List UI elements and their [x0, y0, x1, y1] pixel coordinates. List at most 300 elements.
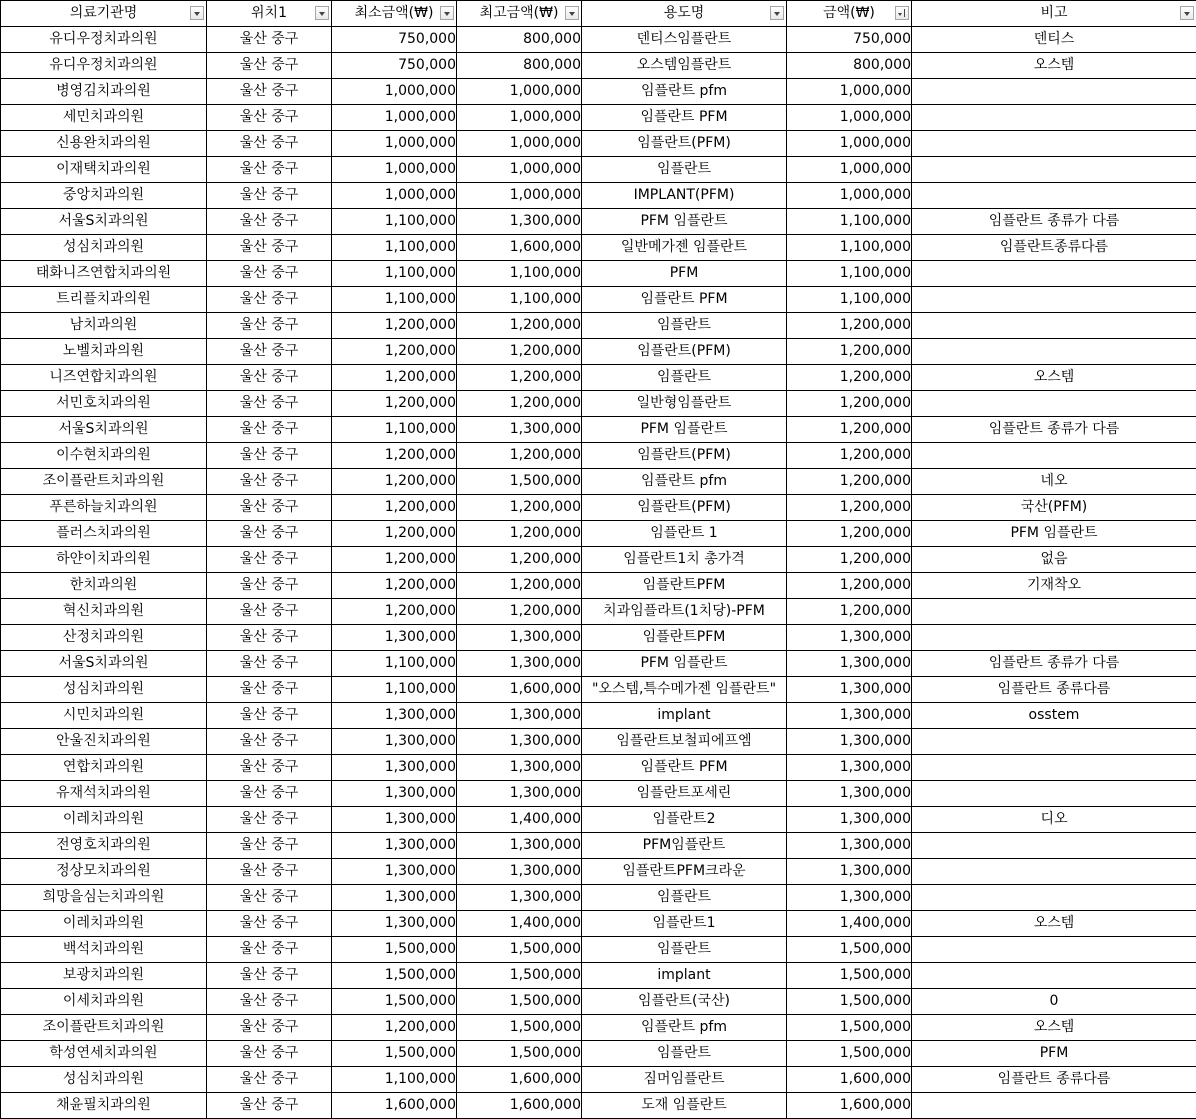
- table-cell[interactable]: [912, 105, 1196, 131]
- table-cell[interactable]: 1,200,000: [332, 443, 457, 469]
- table-cell[interactable]: 임플란트1치 총가격: [582, 547, 787, 573]
- table-cell[interactable]: 울산 중구: [207, 261, 332, 287]
- table-cell[interactable]: 임플란트 pfm: [582, 1015, 787, 1041]
- table-cell[interactable]: 울산 중구: [207, 27, 332, 53]
- table-cell[interactable]: 임플란트: [582, 885, 787, 911]
- table-cell[interactable]: 1,500,000: [457, 1015, 582, 1041]
- table-cell[interactable]: 1,300,000: [332, 911, 457, 937]
- table-cell[interactable]: 1,200,000: [457, 339, 582, 365]
- table-cell[interactable]: 울산 중구: [207, 573, 332, 599]
- table-cell[interactable]: 1,000,000: [457, 183, 582, 209]
- table-cell[interactable]: 임플란트(PFM): [582, 131, 787, 157]
- table-cell[interactable]: 1,300,000: [332, 807, 457, 833]
- table-cell[interactable]: 임플란트 종류가 다름: [912, 209, 1196, 235]
- column-header-5[interactable]: [787, 1, 912, 27]
- table-cell[interactable]: 1,600,000: [787, 1067, 912, 1093]
- table-cell[interactable]: 1,500,000: [787, 989, 912, 1015]
- table-cell[interactable]: 1,300,000: [457, 209, 582, 235]
- table-cell[interactable]: 1,000,000: [787, 183, 912, 209]
- table-cell[interactable]: 울산 중구: [207, 911, 332, 937]
- table-cell[interactable]: 일반형임플란트: [582, 391, 787, 417]
- column-header-0[interactable]: [1, 1, 207, 27]
- table-cell[interactable]: [912, 1093, 1196, 1119]
- table-cell[interactable]: 국산(PFM): [912, 495, 1196, 521]
- table-cell[interactable]: [912, 755, 1196, 781]
- table-cell[interactable]: 학성연세치과의원: [1, 1041, 207, 1067]
- table-cell[interactable]: 울산 중구: [207, 417, 332, 443]
- table-cell[interactable]: 울산 중구: [207, 677, 332, 703]
- filter-dropdown-icon[interactable]: [770, 6, 784, 20]
- table-cell[interactable]: 오스템: [912, 365, 1196, 391]
- table-cell[interactable]: 울산 중구: [207, 53, 332, 79]
- table-cell[interactable]: 푸른하늘치과의원: [1, 495, 207, 521]
- table-cell[interactable]: 울산 중구: [207, 625, 332, 651]
- table-cell[interactable]: 1,300,000: [457, 417, 582, 443]
- table-cell[interactable]: 이레치과의원: [1, 911, 207, 937]
- table-cell[interactable]: 1,200,000: [787, 339, 912, 365]
- table-cell[interactable]: 1,100,000: [332, 209, 457, 235]
- table-cell[interactable]: 1,200,000: [457, 495, 582, 521]
- table-cell[interactable]: 보광치과의원: [1, 963, 207, 989]
- table-cell[interactable]: 1,200,000: [787, 547, 912, 573]
- table-cell[interactable]: 짐머임플란트: [582, 1067, 787, 1093]
- table-cell[interactable]: 유재석치과의원: [1, 781, 207, 807]
- filter-dropdown-icon[interactable]: [315, 6, 329, 20]
- table-cell[interactable]: 임플란트(국산): [582, 989, 787, 1015]
- table-cell[interactable]: 울산 중구: [207, 157, 332, 183]
- table-cell[interactable]: 1,600,000: [787, 1093, 912, 1119]
- column-header-3[interactable]: [457, 1, 582, 27]
- table-cell[interactable]: 1,000,000: [332, 183, 457, 209]
- column-header-1[interactable]: [207, 1, 332, 27]
- table-cell[interactable]: 일반메가젠 임플란트: [582, 235, 787, 261]
- table-cell[interactable]: [912, 79, 1196, 105]
- table-cell[interactable]: 1,100,000: [332, 677, 457, 703]
- table-cell[interactable]: 1,200,000: [457, 443, 582, 469]
- table-cell[interactable]: 임플란트 PFM: [582, 105, 787, 131]
- table-cell[interactable]: 플러스치과의원: [1, 521, 207, 547]
- table-cell[interactable]: 울산 중구: [207, 313, 332, 339]
- table-cell[interactable]: 1,100,000: [332, 261, 457, 287]
- table-cell[interactable]: [912, 937, 1196, 963]
- table-cell[interactable]: [912, 781, 1196, 807]
- table-cell[interactable]: 1,200,000: [457, 313, 582, 339]
- table-cell[interactable]: 1,100,000: [457, 261, 582, 287]
- table-cell[interactable]: 디오: [912, 807, 1196, 833]
- table-cell[interactable]: 1,200,000: [332, 495, 457, 521]
- table-cell[interactable]: 1,300,000: [457, 833, 582, 859]
- table-cell[interactable]: 덴티스: [912, 27, 1196, 53]
- table-cell[interactable]: PFM 임플란트: [912, 521, 1196, 547]
- table-cell[interactable]: [912, 859, 1196, 885]
- table-cell[interactable]: [912, 261, 1196, 287]
- table-cell[interactable]: 이수현치과의원: [1, 443, 207, 469]
- table-cell[interactable]: 임플란트: [582, 937, 787, 963]
- table-cell[interactable]: 1,200,000: [457, 365, 582, 391]
- table-cell[interactable]: 1,100,000: [457, 287, 582, 313]
- table-cell[interactable]: 1,600,000: [457, 677, 582, 703]
- table-cell[interactable]: 울산 중구: [207, 833, 332, 859]
- table-cell[interactable]: 1,200,000: [332, 521, 457, 547]
- table-cell[interactable]: [912, 287, 1196, 313]
- table-cell[interactable]: 1,000,000: [457, 79, 582, 105]
- table-cell[interactable]: 1,300,000: [332, 703, 457, 729]
- table-cell[interactable]: 울산 중구: [207, 287, 332, 313]
- table-cell[interactable]: 1,200,000: [787, 495, 912, 521]
- table-cell[interactable]: 1,300,000: [787, 677, 912, 703]
- table-cell[interactable]: 임플란트PFM크라운: [582, 859, 787, 885]
- table-cell[interactable]: 정상모치과의원: [1, 859, 207, 885]
- table-cell[interactable]: 1,000,000: [332, 131, 457, 157]
- table-cell[interactable]: 니즈연합치과의원: [1, 365, 207, 391]
- table-cell[interactable]: 1,200,000: [457, 521, 582, 547]
- table-cell[interactable]: 울산 중구: [207, 859, 332, 885]
- table-cell[interactable]: 서울S치과의원: [1, 651, 207, 677]
- table-cell[interactable]: [912, 391, 1196, 417]
- table-cell[interactable]: 울산 중구: [207, 781, 332, 807]
- column-header-6[interactable]: [912, 1, 1196, 27]
- table-cell[interactable]: 1,300,000: [332, 625, 457, 651]
- table-cell[interactable]: 1,600,000: [457, 1093, 582, 1119]
- table-cell[interactable]: 임플란트 pfm: [582, 79, 787, 105]
- table-cell[interactable]: 남치과의원: [1, 313, 207, 339]
- table-cell[interactable]: 1,300,000: [787, 625, 912, 651]
- table-cell[interactable]: 1,200,000: [332, 547, 457, 573]
- table-cell[interactable]: 유디우정치과의원: [1, 53, 207, 79]
- table-cell[interactable]: 1,200,000: [787, 599, 912, 625]
- table-cell[interactable]: 울산 중구: [207, 599, 332, 625]
- table-cell[interactable]: 1,200,000: [457, 391, 582, 417]
- table-cell[interactable]: 임플란트1: [582, 911, 787, 937]
- column-header-2[interactable]: [332, 1, 457, 27]
- table-cell[interactable]: [912, 183, 1196, 209]
- table-cell[interactable]: 울산 중구: [207, 651, 332, 677]
- table-cell[interactable]: 750,000: [332, 53, 457, 79]
- table-cell[interactable]: 1,000,000: [787, 105, 912, 131]
- table-cell[interactable]: 시민치과의원: [1, 703, 207, 729]
- table-cell[interactable]: 1,600,000: [457, 1067, 582, 1093]
- table-cell[interactable]: 성심치과의원: [1, 235, 207, 261]
- table-cell[interactable]: 조이플란트치과의원: [1, 469, 207, 495]
- table-cell[interactable]: 1,100,000: [787, 261, 912, 287]
- table-cell[interactable]: 울산 중구: [207, 365, 332, 391]
- table-cell[interactable]: 트리플치과의원: [1, 287, 207, 313]
- table-cell[interactable]: 울산 중구: [207, 79, 332, 105]
- table-cell[interactable]: 1,000,000: [457, 157, 582, 183]
- table-cell[interactable]: [912, 131, 1196, 157]
- table-cell[interactable]: 울산 중구: [207, 547, 332, 573]
- table-cell[interactable]: 800,000: [457, 53, 582, 79]
- table-cell[interactable]: 울산 중구: [207, 1093, 332, 1119]
- table-cell[interactable]: 1,200,000: [332, 573, 457, 599]
- table-cell[interactable]: 1,300,000: [787, 885, 912, 911]
- table-cell[interactable]: 1,000,000: [332, 79, 457, 105]
- table-cell[interactable]: 1,500,000: [332, 937, 457, 963]
- table-cell[interactable]: 울산 중구: [207, 989, 332, 1015]
- table-cell[interactable]: 1,000,000: [332, 105, 457, 131]
- table-cell[interactable]: 임플란트 PFM: [582, 755, 787, 781]
- table-cell[interactable]: 1,200,000: [457, 573, 582, 599]
- table-cell[interactable]: implant: [582, 703, 787, 729]
- table-cell[interactable]: 임플란트포세린: [582, 781, 787, 807]
- table-cell[interactable]: "오스템,특수메가젠 임플란트": [582, 677, 787, 703]
- table-cell[interactable]: 800,000: [457, 27, 582, 53]
- table-cell[interactable]: 이재택치과의원: [1, 157, 207, 183]
- table-cell[interactable]: 임플란트: [582, 365, 787, 391]
- table-cell[interactable]: [912, 885, 1196, 911]
- table-cell[interactable]: 1,000,000: [457, 105, 582, 131]
- column-header-4[interactable]: [582, 1, 787, 27]
- table-cell[interactable]: 1,500,000: [787, 1041, 912, 1067]
- table-cell[interactable]: 1,200,000: [787, 521, 912, 547]
- table-cell[interactable]: 노벨치과의원: [1, 339, 207, 365]
- table-cell[interactable]: 임플란트 종류가 다름: [912, 417, 1196, 443]
- table-cell[interactable]: 임플란트PFM: [582, 625, 787, 651]
- table-cell[interactable]: 1,200,000: [787, 573, 912, 599]
- table-cell[interactable]: 1,000,000: [787, 157, 912, 183]
- table-cell[interactable]: 1,500,000: [457, 1041, 582, 1067]
- table-cell[interactable]: PFM 임플란트: [582, 417, 787, 443]
- table-cell[interactable]: 1,300,000: [332, 755, 457, 781]
- table-cell[interactable]: 1,200,000: [787, 365, 912, 391]
- table-cell[interactable]: 1,300,000: [787, 807, 912, 833]
- table-cell[interactable]: 신용완치과의원: [1, 131, 207, 157]
- table-cell[interactable]: 없음: [912, 547, 1196, 573]
- table-cell[interactable]: 울산 중구: [207, 339, 332, 365]
- table-cell[interactable]: 1,300,000: [457, 651, 582, 677]
- table-cell[interactable]: 희망을심는치과의원: [1, 885, 207, 911]
- table-cell[interactable]: 울산 중구: [207, 755, 332, 781]
- table-cell[interactable]: 임플란트 종류가 다름: [912, 651, 1196, 677]
- table-cell[interactable]: 1,200,000: [332, 339, 457, 365]
- table-cell[interactable]: 1,300,000: [332, 885, 457, 911]
- table-cell[interactable]: 1,400,000: [787, 911, 912, 937]
- table-cell[interactable]: 임플란트 pfm: [582, 469, 787, 495]
- table-cell[interactable]: 울산 중구: [207, 391, 332, 417]
- table-cell[interactable]: [912, 625, 1196, 651]
- table-cell[interactable]: 임플란트 종류다름: [912, 1067, 1196, 1093]
- table-cell[interactable]: 1,200,000: [787, 417, 912, 443]
- table-cell[interactable]: 1,200,000: [332, 469, 457, 495]
- table-cell[interactable]: [912, 157, 1196, 183]
- table-cell[interactable]: 1,300,000: [332, 781, 457, 807]
- table-cell[interactable]: 울산 중구: [207, 209, 332, 235]
- table-cell[interactable]: 병영김치과의원: [1, 79, 207, 105]
- table-cell[interactable]: 임플란트 1: [582, 521, 787, 547]
- table-cell[interactable]: 임플란트 종류다름: [912, 677, 1196, 703]
- table-cell[interactable]: [912, 729, 1196, 755]
- table-cell[interactable]: 성심치과의원: [1, 677, 207, 703]
- table-cell[interactable]: 1,600,000: [457, 235, 582, 261]
- table-cell[interactable]: 1,100,000: [332, 417, 457, 443]
- table-cell[interactable]: 백석치과의원: [1, 937, 207, 963]
- table-cell[interactable]: 울산 중구: [207, 443, 332, 469]
- table-cell[interactable]: 1,000,000: [457, 131, 582, 157]
- table-cell[interactable]: [912, 339, 1196, 365]
- table-cell[interactable]: 1,300,000: [457, 885, 582, 911]
- table-cell[interactable]: 울산 중구: [207, 1015, 332, 1041]
- table-cell[interactable]: 1,300,000: [332, 833, 457, 859]
- table-cell[interactable]: 1,300,000: [457, 859, 582, 885]
- table-cell[interactable]: PFM: [912, 1041, 1196, 1067]
- table-cell[interactable]: IMPLANT(PFM): [582, 183, 787, 209]
- filter-dropdown-icon[interactable]: [1180, 6, 1194, 20]
- table-cell[interactable]: 1,500,000: [457, 937, 582, 963]
- table-cell[interactable]: 태화니즈연합치과의원: [1, 261, 207, 287]
- table-cell[interactable]: 1,300,000: [787, 781, 912, 807]
- table-cell[interactable]: osstem: [912, 703, 1196, 729]
- table-cell[interactable]: 750,000: [787, 27, 912, 53]
- filter-dropdown-icon[interactable]: [565, 6, 579, 20]
- table-cell[interactable]: 울산 중구: [207, 703, 332, 729]
- table-cell[interactable]: [912, 599, 1196, 625]
- table-cell[interactable]: 연합치과의원: [1, 755, 207, 781]
- table-cell[interactable]: 1,500,000: [787, 963, 912, 989]
- table-cell[interactable]: 1,300,000: [787, 755, 912, 781]
- table-cell[interactable]: [912, 313, 1196, 339]
- table-cell[interactable]: 1,200,000: [332, 391, 457, 417]
- table-cell[interactable]: 1,100,000: [332, 651, 457, 677]
- table-cell[interactable]: 안울진치과의원: [1, 729, 207, 755]
- table-cell[interactable]: 1,500,000: [457, 963, 582, 989]
- table-cell[interactable]: 1,300,000: [457, 703, 582, 729]
- table-cell[interactable]: 오스템: [912, 911, 1196, 937]
- table-cell[interactable]: 1,300,000: [787, 703, 912, 729]
- table-cell[interactable]: [912, 963, 1196, 989]
- table-cell[interactable]: 1,200,000: [787, 391, 912, 417]
- table-cell[interactable]: PFM: [582, 261, 787, 287]
- table-cell[interactable]: 1,300,000: [457, 729, 582, 755]
- filter-dropdown-icon[interactable]: [440, 6, 454, 20]
- table-cell[interactable]: 1,500,000: [332, 989, 457, 1015]
- table-cell[interactable]: 1,300,000: [457, 755, 582, 781]
- table-cell[interactable]: 울산 중구: [207, 1067, 332, 1093]
- table-cell[interactable]: 임플란트: [582, 157, 787, 183]
- table-cell[interactable]: 산정치과의원: [1, 625, 207, 651]
- table-cell[interactable]: 1,200,000: [787, 469, 912, 495]
- table-cell[interactable]: 1,200,000: [332, 1015, 457, 1041]
- table-cell[interactable]: 1,100,000: [332, 1067, 457, 1093]
- table-cell[interactable]: 1,400,000: [457, 911, 582, 937]
- table-cell[interactable]: 서민호치과의원: [1, 391, 207, 417]
- table-cell[interactable]: 1,100,000: [787, 235, 912, 261]
- table-cell[interactable]: 하얀이치과의원: [1, 547, 207, 573]
- table-cell[interactable]: [912, 443, 1196, 469]
- table-cell[interactable]: 1,100,000: [332, 287, 457, 313]
- table-cell[interactable]: 1,500,000: [457, 989, 582, 1015]
- table-cell[interactable]: 울산 중구: [207, 1041, 332, 1067]
- table-cell[interactable]: 오스템: [912, 53, 1196, 79]
- table-cell[interactable]: 1,200,000: [332, 313, 457, 339]
- table-cell[interactable]: 임플란트(PFM): [582, 443, 787, 469]
- table-cell[interactable]: 울산 중구: [207, 183, 332, 209]
- table-cell[interactable]: [912, 833, 1196, 859]
- table-cell[interactable]: 1,300,000: [457, 625, 582, 651]
- table-cell[interactable]: 도재 임플란트: [582, 1093, 787, 1119]
- table-cell[interactable]: 1,300,000: [457, 781, 582, 807]
- table-cell[interactable]: 임플란트PFM: [582, 573, 787, 599]
- table-cell[interactable]: 1,200,000: [332, 365, 457, 391]
- table-cell[interactable]: 성심치과의원: [1, 1067, 207, 1093]
- table-cell[interactable]: PFM 임플란트: [582, 209, 787, 235]
- table-cell[interactable]: 임플란트2: [582, 807, 787, 833]
- table-cell[interactable]: 1,300,000: [787, 833, 912, 859]
- table-cell[interactable]: 전영호치과의원: [1, 833, 207, 859]
- table-cell[interactable]: 네오: [912, 469, 1196, 495]
- table-cell[interactable]: 1,500,000: [787, 1015, 912, 1041]
- table-cell[interactable]: 임플란트(PFM): [582, 495, 787, 521]
- table-cell[interactable]: 이레치과의원: [1, 807, 207, 833]
- table-cell[interactable]: 조이플란트치과의원: [1, 1015, 207, 1041]
- filter-dropdown-icon[interactable]: [190, 6, 204, 20]
- table-cell[interactable]: 울산 중구: [207, 807, 332, 833]
- table-cell[interactable]: 임플란트 PFM: [582, 287, 787, 313]
- table-cell[interactable]: 1,300,000: [332, 859, 457, 885]
- table-cell[interactable]: 1,400,000: [457, 807, 582, 833]
- table-cell[interactable]: 1,200,000: [787, 443, 912, 469]
- table-cell[interactable]: 울산 중구: [207, 937, 332, 963]
- table-cell[interactable]: 750,000: [332, 27, 457, 53]
- table-cell[interactable]: 울산 중구: [207, 521, 332, 547]
- table-cell[interactable]: 1,200,000: [332, 599, 457, 625]
- table-cell[interactable]: 채윤필치과의원: [1, 1093, 207, 1119]
- table-cell[interactable]: 서울S치과의원: [1, 209, 207, 235]
- table-cell[interactable]: 1,500,000: [787, 937, 912, 963]
- table-cell[interactable]: 1,100,000: [787, 209, 912, 235]
- table-cell[interactable]: 800,000: [787, 53, 912, 79]
- table-cell[interactable]: 기재착오: [912, 573, 1196, 599]
- table-cell[interactable]: 오스템임플란트: [582, 53, 787, 79]
- table-cell[interactable]: 1,000,000: [787, 131, 912, 157]
- table-cell[interactable]: 임플란트보철피에프엠: [582, 729, 787, 755]
- table-cell[interactable]: 이세치과의원: [1, 989, 207, 1015]
- table-cell[interactable]: 1,100,000: [787, 287, 912, 313]
- table-cell[interactable]: 임플란트(PFM): [582, 339, 787, 365]
- table-cell[interactable]: 1,200,000: [457, 547, 582, 573]
- table-cell[interactable]: 울산 중구: [207, 131, 332, 157]
- sort-filter-dropdown-icon[interactable]: [895, 6, 909, 20]
- table-cell[interactable]: 임플란트: [582, 1041, 787, 1067]
- table-cell[interactable]: 중앙치과의원: [1, 183, 207, 209]
- table-cell[interactable]: 1,000,000: [332, 157, 457, 183]
- table-cell[interactable]: 1,300,000: [787, 859, 912, 885]
- table-cell[interactable]: 0: [912, 989, 1196, 1015]
- table-cell[interactable]: 1,600,000: [332, 1093, 457, 1119]
- table-cell[interactable]: 세민치과의원: [1, 105, 207, 131]
- table-cell[interactable]: 1,500,000: [332, 1041, 457, 1067]
- table-cell[interactable]: PFM 임플란트: [582, 651, 787, 677]
- table-cell[interactable]: 1,000,000: [787, 79, 912, 105]
- table-cell[interactable]: 울산 중구: [207, 963, 332, 989]
- table-cell[interactable]: 1,500,000: [457, 469, 582, 495]
- table-cell[interactable]: 울산 중구: [207, 729, 332, 755]
- table-cell[interactable]: 1,500,000: [332, 963, 457, 989]
- table-cell[interactable]: 1,300,000: [332, 729, 457, 755]
- table-cell[interactable]: 유디우정치과의원: [1, 27, 207, 53]
- table-cell[interactable]: implant: [582, 963, 787, 989]
- table-cell[interactable]: 오스템: [912, 1015, 1196, 1041]
- table-cell[interactable]: 1,300,000: [787, 729, 912, 755]
- table-cell[interactable]: 울산 중구: [207, 105, 332, 131]
- table-cell[interactable]: 1,300,000: [787, 651, 912, 677]
- table-cell[interactable]: 혁신치과의원: [1, 599, 207, 625]
- table-cell[interactable]: 임플란트: [582, 313, 787, 339]
- table-cell[interactable]: 한치과의원: [1, 573, 207, 599]
- table-cell[interactable]: 1,200,000: [787, 313, 912, 339]
- table-cell[interactable]: 임플란트종류다름: [912, 235, 1196, 261]
- table-cell[interactable]: 울산 중구: [207, 469, 332, 495]
- table-cell[interactable]: 서울S치과의원: [1, 417, 207, 443]
